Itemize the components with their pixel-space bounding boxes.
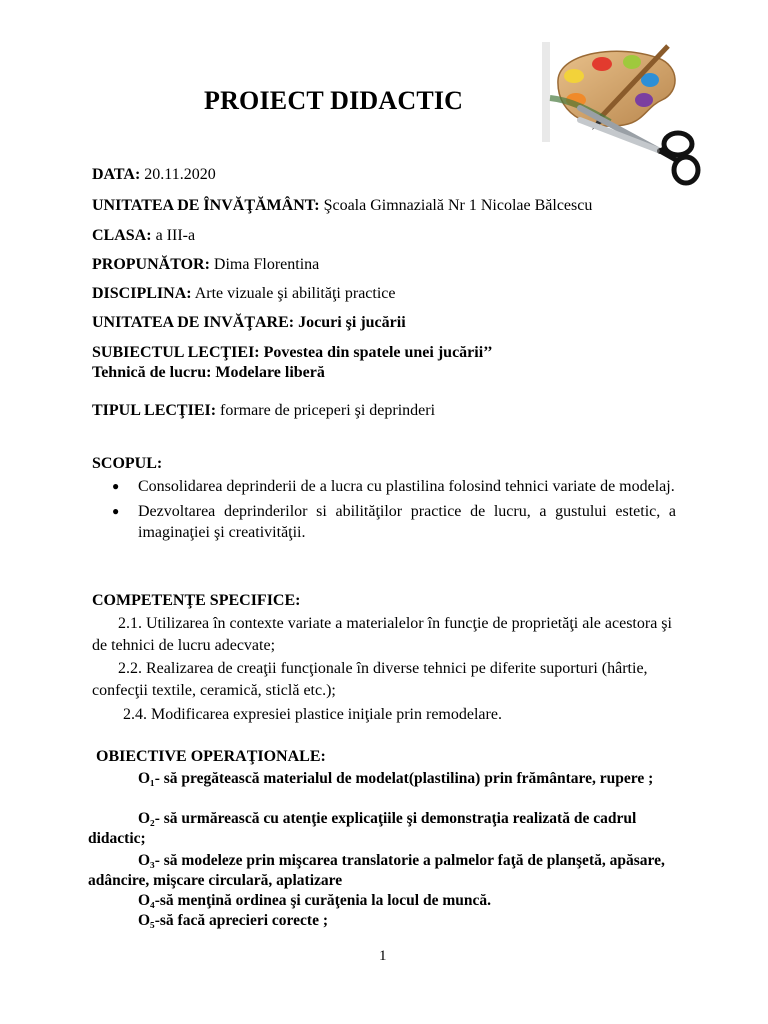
bullet-icon: ● [112, 504, 120, 518]
obiectiv-text: - să pregătească materialul de modelat(plastilina) prin frământare, rupere ; [154, 770, 654, 787]
field-unitate-invatare-label: UNITATEA DE INVĂŢARE: [92, 314, 295, 331]
bullet-icon: ● [112, 479, 120, 493]
obiective-heading: OBIECTIVE OPERAŢIONALE: [96, 748, 326, 765]
obiectiv-text: - să urmărească cu atenţie explicaţiile şi demonstraţia realizată de cadrul didactic; [88, 810, 637, 847]
palette-scissors-icon [540, 40, 718, 188]
obiectiv-code: O₂ [138, 810, 155, 827]
obiectiv-text: -să menţină ordinea şi curăţenia la locul de muncă. [154, 892, 491, 909]
field-propunator-label: PROPUNĂTOR: [92, 256, 210, 273]
scopul-list [112, 476, 676, 547]
document-title: PROIECT DIDACTIC [204, 86, 464, 115]
field-data [92, 166, 216, 184]
field-tip-lectie [92, 402, 435, 420]
field-data-label: DATA: [92, 166, 141, 183]
scopul-item-text: Consolidarea deprinderii de a lucra cu plastilina folosind tehnici variate de modelaj. [138, 478, 675, 495]
competenta-item: 2.4. Modificarea expresiei plastice iniţiale prin remodelare. [123, 706, 502, 723]
field-disciplina-label: DISCIPLINA: [92, 285, 192, 302]
field-subiect-label: SUBIECTUL LECŢIEI: [92, 344, 260, 361]
competente-heading: COMPETENŢE SPECIFICE: [92, 592, 301, 609]
list-item [112, 501, 676, 543]
obiectiv-code: O₅ [138, 912, 155, 929]
page-number: 1 [379, 948, 387, 964]
obiectiv-item [88, 891, 688, 911]
obiectiv-item [88, 809, 688, 849]
field-clasa [92, 227, 195, 245]
field-disciplina [92, 285, 396, 303]
competenta-item: 2.2. Realizarea de creaţii funcţionale în diverse tehnici pe diferite suporturi (hârtie, confecţii textile, ceramică, sticlă etc.); [92, 660, 648, 699]
competenta-item: 2.1. Utilizarea în contexte variate a materialelor în funcţie de proprietăţi ale acestora şi de tehnici de lucru adecvate; [92, 615, 672, 654]
field-tip-value: formare de priceperi şi deprinderi [216, 402, 436, 419]
field-data-value: 20.11.2020 [140, 166, 216, 183]
field-tehnica-value: Modelare liberă [211, 364, 325, 381]
obiectiv-text: - să modeleze prin mişcarea translatorie a palmelor faţă de planşetă, apăsare, adâncire, mişcare circulară, aplatizare [88, 852, 665, 889]
scopul-heading: SCOPUL: [92, 455, 163, 472]
obiectiv-item [88, 851, 688, 891]
field-unitate-value: Şcoala Gimnazială Nr 1 Nicolae Bălcescu [319, 197, 593, 214]
field-tip-label: TIPUL LECŢIEI: [92, 402, 217, 419]
field-propunator-value: Dima Florentina [209, 256, 320, 273]
obiectiv-item [88, 911, 688, 931]
field-subiect [92, 344, 493, 362]
field-disciplina-value: Arte vizuale şi abilităţi practice [191, 285, 396, 302]
field-unitate-invatare [92, 314, 406, 332]
field-clasa-label: CLASA: [92, 227, 152, 244]
field-tehnica-label: Tehnică de lucru: [92, 364, 212, 381]
field-tehnica [92, 364, 325, 382]
scopul-item-text: Dezvoltarea deprinderilor si abilităţilor practice de lucru, a gustului estetic, a imaginaţiei şi creativităţii. [138, 503, 676, 541]
field-unitate-label: UNITATEA DE ÎNVĂŢĂMÂNT: [92, 197, 320, 214]
field-unitate-invatare-value: Jocuri şi jucării [294, 314, 406, 331]
field-unitate-invatamant [92, 197, 592, 215]
field-propunator [92, 256, 319, 274]
obiectiv-code: O₁ [138, 770, 155, 787]
field-subiect-value: Povestea din spatele unei jucării’’ [259, 344, 493, 361]
list-item [112, 476, 676, 497]
obiectiv-code: O₃ [138, 852, 155, 869]
obiectiv-code: O₄ [138, 892, 155, 909]
obiectiv-item [88, 769, 688, 789]
field-clasa-value: a III-a [151, 227, 196, 244]
obiectiv-text: -să facă aprecieri corecte ; [154, 912, 328, 929]
